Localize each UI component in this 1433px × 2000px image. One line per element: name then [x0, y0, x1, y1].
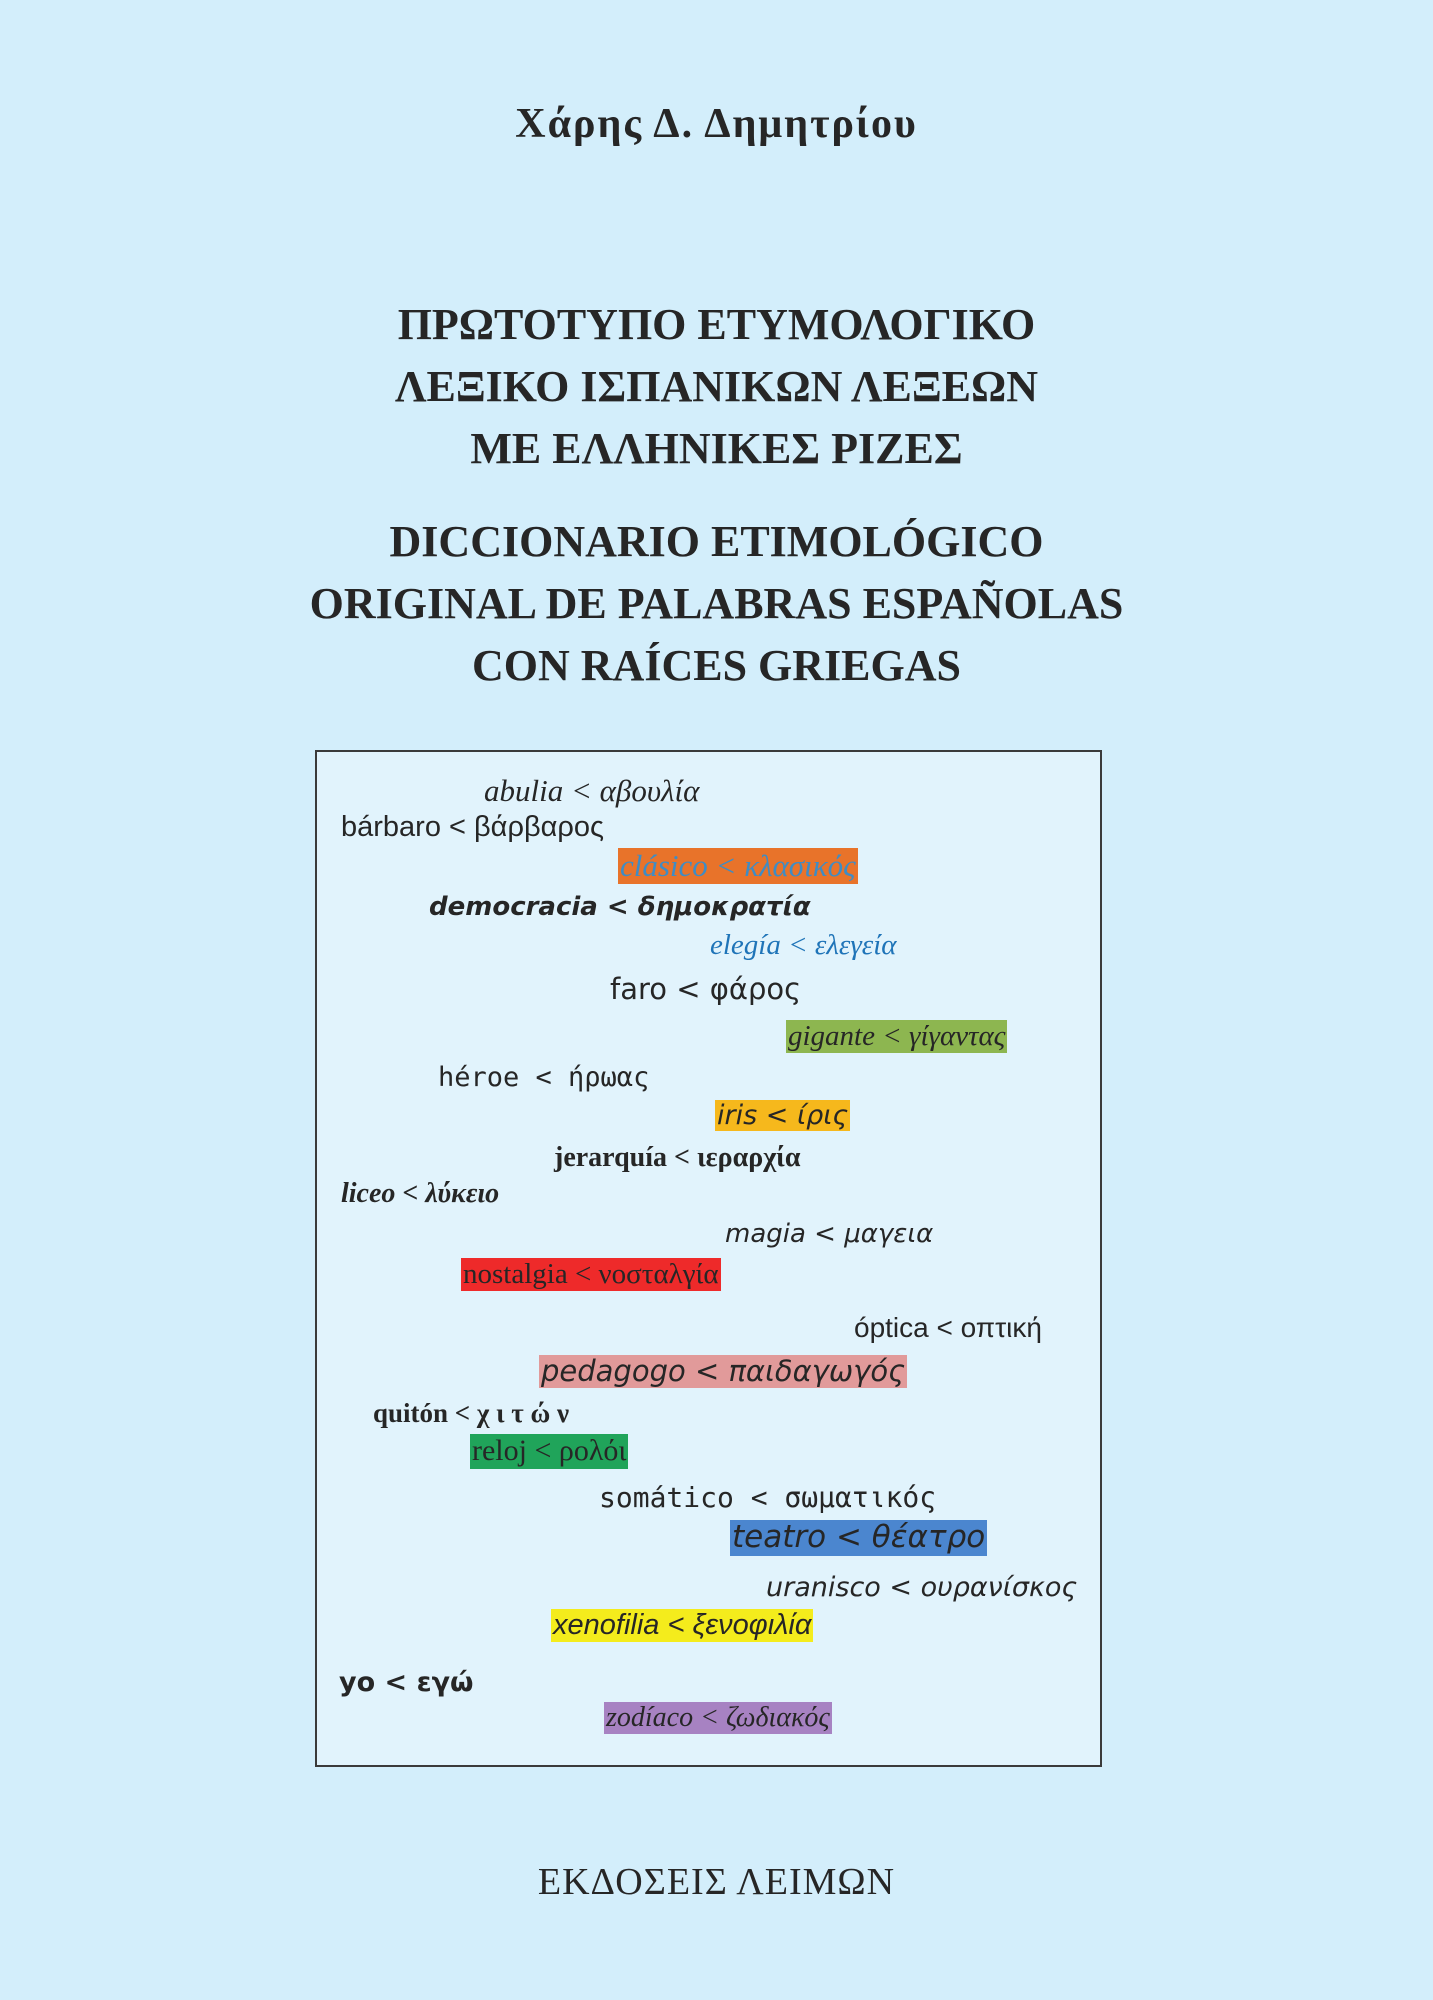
word-entry-faro: faro < φάρος — [610, 972, 802, 1006]
word-entry-uranisco: uranisco < ουρανίσκος — [766, 1572, 1078, 1603]
word-entry-gigante: gigante < γίγαντας — [788, 1020, 1006, 1052]
title-greek-line: ΛΕΞΙΚΟ ΙΣΠΑΝΙΚΩΝ ΛΕΞΕΩΝ — [394, 362, 1038, 411]
word-entry-yo: yo < εγώ — [339, 1667, 474, 1698]
title-greek-line: ΠΡΩΤΟΤΥΠΟ ΕΤΥΜΟΛΟΓΙΚΟ — [397, 300, 1036, 349]
word-entry-optica: óptica < οπτική — [854, 1312, 1042, 1343]
title-spanish-line: ORIGINAL DE PALABRAS ESPAÑOLAS — [309, 579, 1124, 628]
word-entry-democracia: democracia < δημοκρατία — [429, 892, 811, 922]
word-entry-liceo: liceo < λύκειο — [341, 1178, 500, 1209]
word-entry-elegia: elegía < ελεγεία — [710, 929, 897, 961]
word-entry-heroe: héroe < ήρωας — [438, 1062, 650, 1093]
title-spanish — [0, 511, 1433, 697]
title-spanish-line: DICCIONARIO ETIMOLÓGICO — [389, 517, 1044, 566]
word-entry-barbaro: bárbaro < βάρβαρος — [341, 811, 604, 843]
word-entry-magia: magia < μαγεια — [725, 1219, 934, 1249]
word-entry-jerarquia: jerarquía < ιεραρχία — [554, 1142, 801, 1173]
title-spanish-line: CON RAÍCES GRIEGAS — [472, 641, 961, 690]
word-entry-reloj: reloj < ρολόι — [472, 1434, 627, 1467]
word-examples-panel — [315, 750, 1102, 1767]
title-greek — [0, 294, 1433, 480]
publisher-name: ΕΚΔΟΣΕΙΣ ΛΕΙΜΩΝ — [537, 1861, 896, 1903]
word-entry-abulia: abulia < αβουλία — [484, 773, 700, 808]
word-entry-nostalgia: nostalgia < νοσταλγία — [463, 1258, 719, 1290]
word-entry-zodiaco: zodíaco < ζωδιακός — [606, 1702, 830, 1733]
author-name: Χάρης Δ. Δημητρίου — [515, 101, 918, 147]
word-entry-quiton: quitón < χ ι τ ώ ν — [373, 1398, 570, 1428]
word-entry-iris: iris < ίρις — [717, 1100, 849, 1131]
word-entry-xenofilia: xenofilia < ξενοφιλία — [553, 1609, 812, 1641]
title-greek-line: ΜΕ ΕΛΛΗΝΙΚΕΣ ΡΙΖΕΣ — [470, 424, 963, 473]
word-entry-clasico: clásico < κλασικός — [620, 848, 856, 883]
word-entry-pedagogo: pedagogo < παιδαγωγός — [541, 1354, 906, 1388]
word-entry-teatro: teatro < θέατρο — [732, 1519, 986, 1555]
word-entry-somatico: somático < σωματικός — [599, 1481, 937, 1514]
